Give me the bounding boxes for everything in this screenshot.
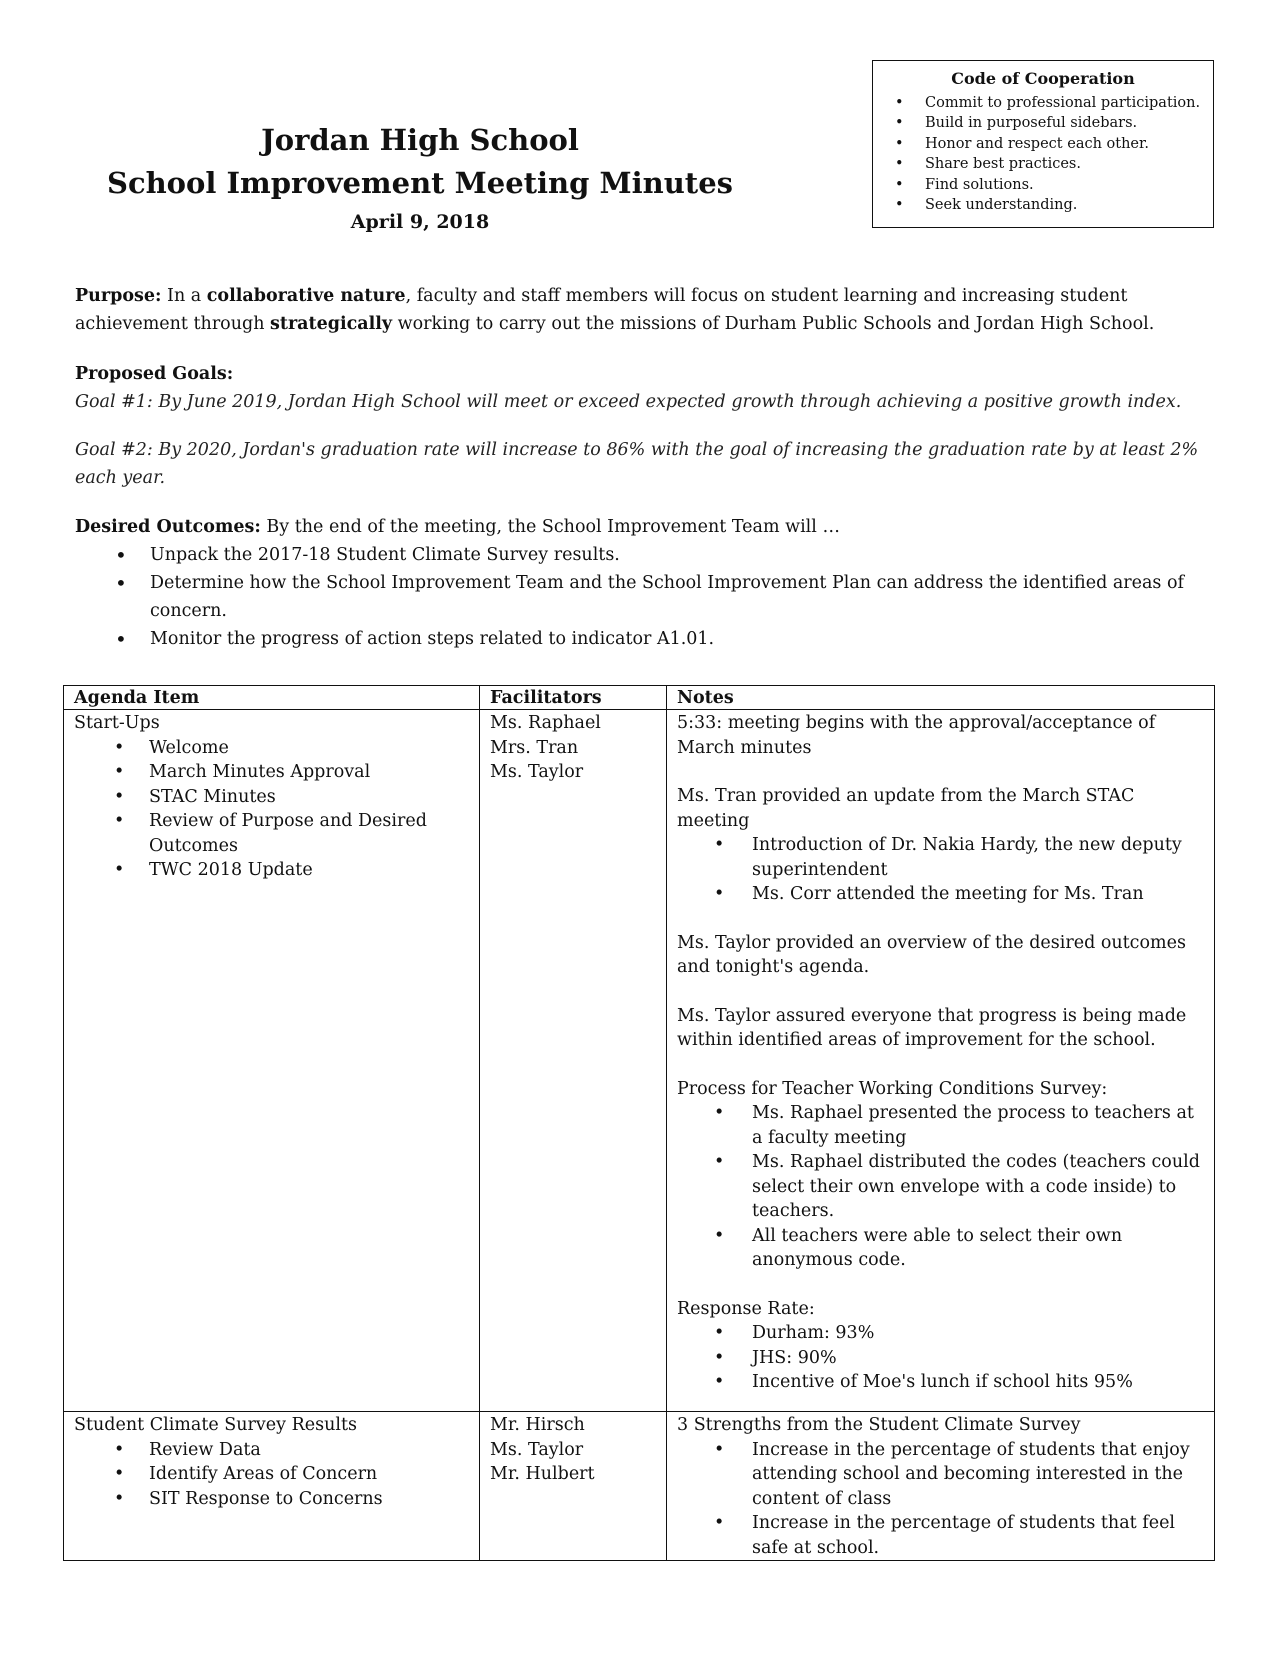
- facilitators-cell: [480, 710, 667, 1412]
- list-item: • Seek understanding.: [895, 195, 1213, 216]
- list-item: • Honor and respect each other.: [895, 134, 1213, 155]
- purpose-paragraph: [75, 282, 1225, 338]
- desired-outcomes-heading: [75, 513, 1225, 541]
- notes-paragraph: Response Rate:: [677, 1298, 815, 1319]
- list-item: • Commit to professional participation.: [895, 93, 1213, 114]
- list-item: • JHS: 90%: [677, 1346, 1204, 1371]
- desired-outcomes-intro: By the end of the meeting, the School Improvement Team will …: [260, 517, 840, 537]
- meeting-date: April 9, 2018: [350, 211, 490, 233]
- notes-paragraph: 5:33: meeting begins with the approval/acceptance of March minutes: [677, 713, 1156, 758]
- code-of-cooperation-list: [873, 93, 1213, 216]
- list-item: • All teachers were able to select their own anonymous code.: [677, 1224, 1204, 1273]
- list-item: • Introduction of Dr. Nakia Hardy, the new deputy superintendent: [677, 833, 1204, 882]
- purpose-text: , faculty and staff members will focus on student learning and increasing student achievement through: [75, 286, 1128, 334]
- column-header-agenda-item: Agenda Item: [64, 686, 480, 710]
- list-item: • Review of Purpose and Desired Outcomes: [74, 809, 469, 858]
- column-header-notes: Notes: [667, 686, 1215, 710]
- facilitator-name: Ms. Taylor: [490, 762, 584, 782]
- list-item: • Incentive of Moe's lunch if school hits 95%: [677, 1370, 1204, 1395]
- list-item: • Determine how the School Improvement Team and the School Improvement Plan can address the identified areas of concern.: [75, 569, 1225, 625]
- column-header-facilitators: Facilitators: [480, 686, 667, 710]
- facilitator-name: Ms. Taylor: [490, 1439, 584, 1460]
- list-item: • Monitor the progress of action steps related to indicator A1.01.: [75, 625, 1225, 653]
- facilitator-name: Mr. Hirsch: [490, 1415, 585, 1435]
- list-item: • TWC 2018 Update: [74, 858, 469, 883]
- agenda-item-title: Start-Ups: [74, 713, 160, 733]
- facilitator-name: Mr. Hulbert: [490, 1464, 595, 1484]
- document-title: School Improvement Meeting Minutes: [107, 166, 733, 200]
- document-header: [70, 120, 770, 236]
- list-item: • Identify Areas of Concern: [74, 1462, 469, 1487]
- list-item: • SIT Response to Concerns: [74, 1487, 469, 1512]
- proposed-goals-label: Proposed Goals:: [75, 364, 234, 384]
- list-item: • Find solutions.: [895, 175, 1213, 196]
- desired-outcomes-section: [75, 513, 1225, 653]
- facilitators-cell: [480, 1412, 667, 1561]
- notes-paragraph: Ms. Tran provided an update from the March STAC meeting: [677, 786, 1135, 831]
- list-item: • Build in purposeful sidebars.: [895, 113, 1213, 134]
- list-item: • March Minutes Approval: [74, 760, 469, 785]
- facilitator-name: Mrs. Tran: [490, 737, 579, 758]
- purpose-label: Purpose:: [75, 286, 162, 306]
- agenda-table: [63, 685, 1215, 1561]
- list-item: • STAC Minutes: [74, 785, 469, 810]
- list-item: • Ms. Raphael distributed the codes (teachers could select their own envelope with a code inside) to teachers.: [677, 1150, 1204, 1224]
- notes-paragraph: Process for Teacher Working Conditions Survey:: [677, 1078, 1108, 1099]
- notes-cell: [667, 1412, 1215, 1561]
- agenda-subitem-list: [74, 1438, 469, 1512]
- notes-cell: [667, 710, 1215, 1412]
- spacer: [677, 980, 1204, 1004]
- list-item: • Welcome: [74, 736, 469, 761]
- notes-list: [677, 1321, 1204, 1395]
- agenda-subitem-list: [74, 736, 469, 883]
- notes-list: [677, 1101, 1204, 1273]
- purpose-text: working to carry out the missions of Durham Public Schools and Jordan High School.: [392, 314, 1155, 334]
- notes-list: [677, 833, 1204, 907]
- list-item: • Unpack the 2017-18 Student Climate Survey results.: [75, 541, 1225, 569]
- code-of-cooperation-title: Code of Cooperation: [951, 69, 1135, 88]
- list-item: • Ms. Corr attended the meeting for Ms. Tran: [677, 882, 1204, 907]
- table-row: [64, 710, 1215, 1412]
- agenda-item-cell: [64, 710, 480, 1412]
- purpose-emphasis: collaborative nature: [206, 286, 406, 306]
- goal-2: Goal #2: By 2020, Jordan's graduation rate will increase to 86% with the goal of increasing the graduation rate by at least 2% each year.: [75, 440, 1199, 488]
- desired-outcomes-list: [75, 541, 1225, 653]
- code-of-cooperation-box: [872, 60, 1214, 228]
- notes-paragraph: Ms. Taylor provided an overview of the desired outcomes and tonight's agenda.: [677, 932, 1186, 977]
- agenda-item-cell: [64, 1412, 480, 1561]
- list-item: • Share best practices.: [895, 154, 1213, 175]
- facilitator-name: Ms. Raphael: [490, 713, 601, 733]
- agenda-item-title: Student Climate Survey Results: [74, 1415, 357, 1435]
- desired-outcomes-label: Desired Outcomes:: [75, 517, 261, 537]
- notes-paragraph: 3 Strengths from the Student Climate Survey: [677, 1415, 1081, 1435]
- table-header-row: [64, 686, 1215, 710]
- school-name: Jordan High School: [261, 123, 579, 157]
- spacer: [677, 907, 1204, 931]
- spacer: [677, 1053, 1204, 1077]
- spacer: [677, 1273, 1204, 1297]
- list-item: • Review Data: [74, 1438, 469, 1463]
- list-item: • Ms. Raphael presented the process to teachers at a faculty meeting: [677, 1101, 1204, 1150]
- list-item: • Increase in the percentage of students that enjoy attending school and becoming interested in the content of class: [677, 1438, 1204, 1512]
- goal-1: Goal #1: By June 2019, Jordan High School will meet or exceed expected growth through achieving a positive growth index.: [75, 392, 1182, 412]
- table-row: [64, 1412, 1215, 1561]
- notes-paragraph: Ms. Taylor assured everyone that progress is being made within identified areas of improvement for the school.: [677, 1005, 1187, 1050]
- spacer: [677, 760, 1204, 784]
- purpose-emphasis: strategically: [270, 314, 393, 334]
- notes-list: [677, 1438, 1204, 1561]
- list-item: • Increase in the percentage of students that feel safe at school.: [677, 1511, 1204, 1560]
- proposed-goals-section: [75, 360, 1225, 492]
- purpose-text: In a: [161, 286, 207, 306]
- list-item: • Durham: 93%: [677, 1321, 1204, 1346]
